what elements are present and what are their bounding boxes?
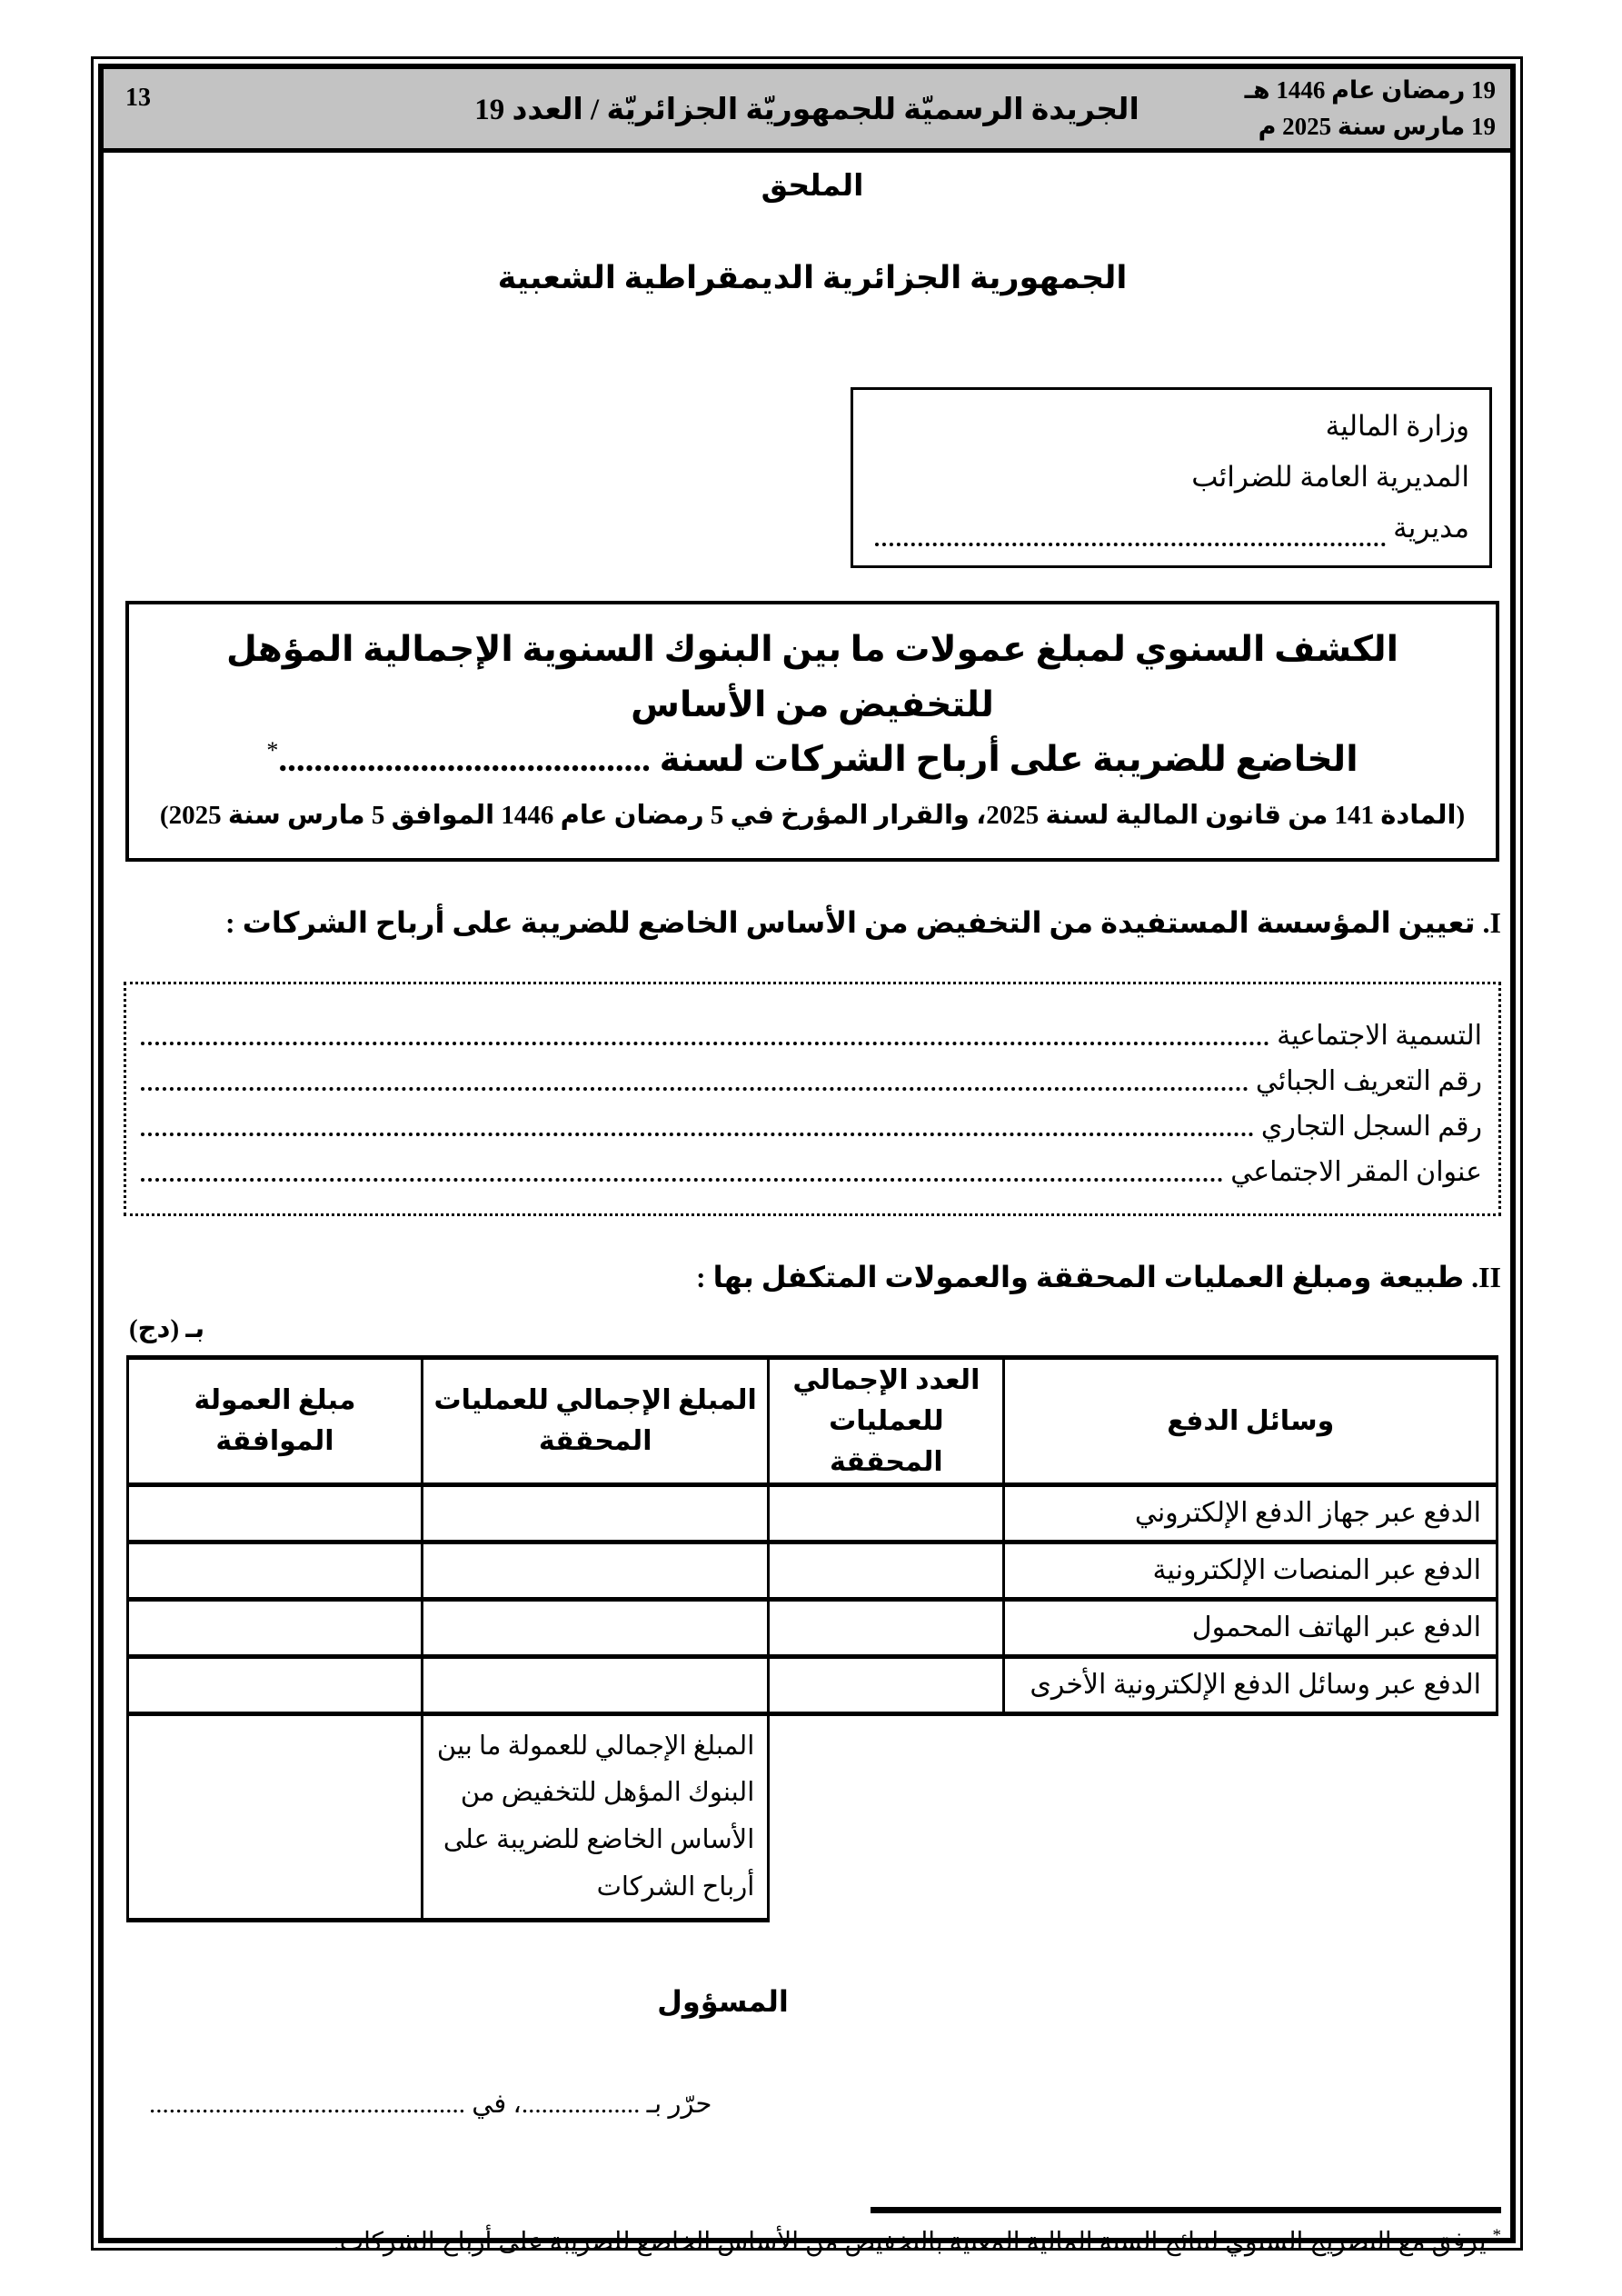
- gregorian-date: 19 مارس سنة 2025 م: [1258, 112, 1496, 140]
- currency-unit-label: بـ (دج): [129, 1313, 205, 1343]
- row-label-other-electronic-means: الدفع عبر وسائل الدفع الإلكترونية الأخرى: [1004, 1656, 1498, 1713]
- field-trade-register-label: رقم السجل التجاري: [1260, 1111, 1482, 1142]
- blank-commission-cell: [128, 1484, 423, 1542]
- table-row-electronic-platforms: [128, 1542, 1498, 1599]
- company-identification-box: [124, 982, 1501, 1216]
- table-header-row: [128, 1357, 1498, 1484]
- total-row-ghost-area: [769, 1713, 1498, 1920]
- table-total-row: [128, 1713, 1498, 1920]
- page-frame: [91, 56, 1523, 2257]
- document-body: [104, 153, 1510, 2257]
- field-headquarters-address-label: عنوان المقر الاجتماعي: [1230, 1156, 1482, 1187]
- blank-amount-cell: [423, 1542, 769, 1599]
- field-company-name-blank: [141, 1042, 1269, 1045]
- legal-reference: (المادة 141 من قانون المالية لسنة 2025، والقرار المؤرخ في 5 رمضان عام 1446 الموافق 5 مارس سنة 2025): [159, 800, 1466, 830]
- responsible-title: المسؤول: [657, 1985, 789, 2019]
- form-title-line1: الكشف السنوي لمبلغ عمولات ما بين البنوك السنوية الإجمالية المؤهل للتخفيض من الأساس: [226, 630, 1398, 724]
- total-label-cell: المبلغ الإجمالي للعمولة ما بين البنوك المؤهل للتخفيض من الأساس الخاضع للضريبة على أرباح الشركات: [423, 1713, 769, 1920]
- field-tax-id: [139, 1052, 1482, 1097]
- page-number: 13: [125, 84, 151, 112]
- row-label-electronic-terminal: الدفع عبر جهاز الدفع الإلكتروني: [1004, 1484, 1498, 1542]
- field-tax-id-label: رقم التعريف الجبائي: [1255, 1065, 1482, 1096]
- header-dates: [1245, 73, 1496, 144]
- directorate-blank-leader: [875, 543, 1386, 546]
- table-row-other-electronic-means: [128, 1656, 1498, 1713]
- field-headquarters-address: [139, 1143, 1482, 1188]
- field-company-name-label: التسمية الاجتماعية: [1277, 1020, 1482, 1051]
- blank-amount-cell: [423, 1484, 769, 1542]
- page-inner-frame: [98, 64, 1516, 2257]
- form-title-line2: الخاضع للضريبة على أرباح الشركات لسنة ..........................................: [278, 740, 1358, 780]
- ministry-line-2: المديرية العامة للضرائب: [1191, 460, 1469, 493]
- field-company-name: [139, 1006, 1482, 1052]
- signature-block: [124, 1984, 1322, 2019]
- row-label-electronic-platforms: الدفع عبر المنصات الإلكترونية: [1004, 1542, 1498, 1599]
- col-header-payment-methods: وسائل الدفع: [1004, 1357, 1498, 1484]
- col-header-total-amount: المبلغ الإجمالي للعمليات المحققة: [423, 1357, 769, 1484]
- blank-amount-cell: [423, 1656, 769, 1713]
- journal-title: الجريدة الرسميّة للجمهوريّة الجزائريّة / العدد 19: [474, 93, 1139, 126]
- republic-title: الجمهورية الجزائرية الديمقراطية الشعبية: [497, 260, 1128, 295]
- title-footnote-marker: *: [266, 737, 279, 764]
- table-row-electronic-terminal: [128, 1484, 1498, 1542]
- row-label-mobile-phone: الدفع عبر الهاتف المحمول: [1004, 1599, 1498, 1656]
- directorate-label: مديرية: [1393, 511, 1469, 544]
- blank-commission-cell: [128, 1542, 423, 1599]
- field-trade-register-blank: [141, 1133, 1254, 1136]
- blank-commission-cell: [128, 1656, 423, 1713]
- section1-heading: I. تعيين المؤسسة المستفيدة من التخفيض من الأساس الخاضع للضريبة على أرباح الشركات :: [225, 905, 1501, 939]
- col-header-total-count: العدد الإجمالي للعمليات المحققة: [769, 1357, 1004, 1484]
- blank-amount-cell: [423, 1599, 769, 1656]
- ministry-line-3: [873, 503, 1469, 554]
- section2-heading: II. طبيعة ومبلغ العمليات المحققة والعمولات المتكفل بها :: [695, 1260, 1501, 1293]
- gazette-header: [104, 69, 1510, 153]
- hijri-date: 19 رمضان عام 1446 هـ: [1244, 76, 1496, 105]
- annex-title: الملحق: [761, 170, 864, 203]
- blank-total-commission-cell: [128, 1713, 423, 1920]
- operations-table: [126, 1355, 1498, 1922]
- blank-count-cell: [769, 1542, 1004, 1599]
- ministry-box: [851, 387, 1492, 568]
- form-title-box: [125, 601, 1499, 861]
- footnote-marker: *: [1492, 2226, 1501, 2246]
- footnote-separator: [871, 2207, 1501, 2213]
- blank-count-cell: [769, 1599, 1004, 1656]
- col-header-commission-amount: مبلغ العمولة الموافقة: [128, 1357, 423, 1484]
- field-tax-id-blank: [141, 1087, 1249, 1091]
- blank-count-cell: [769, 1484, 1004, 1542]
- field-headquarters-address-blank: [141, 1178, 1223, 1182]
- ministry-line-1: وزارة المالية: [1325, 410, 1469, 442]
- blank-commission-cell: [128, 1599, 423, 1656]
- footnote-text: يرفق مع التصريح السنوي لنتائج السنة المالية المعنية بالتخفيض من الأساس الخاضع للضريبة على أرباح الشركات.: [333, 2228, 1487, 2257]
- form-title: [153, 623, 1472, 787]
- blank-count-cell: [769, 1656, 1004, 1713]
- table-row-mobile-phone: [128, 1599, 1498, 1656]
- place-date-line: حرّر بـ ..................، في ................................................: [149, 2090, 712, 2120]
- field-trade-register: [139, 1097, 1482, 1143]
- footnote: [124, 2226, 1501, 2257]
